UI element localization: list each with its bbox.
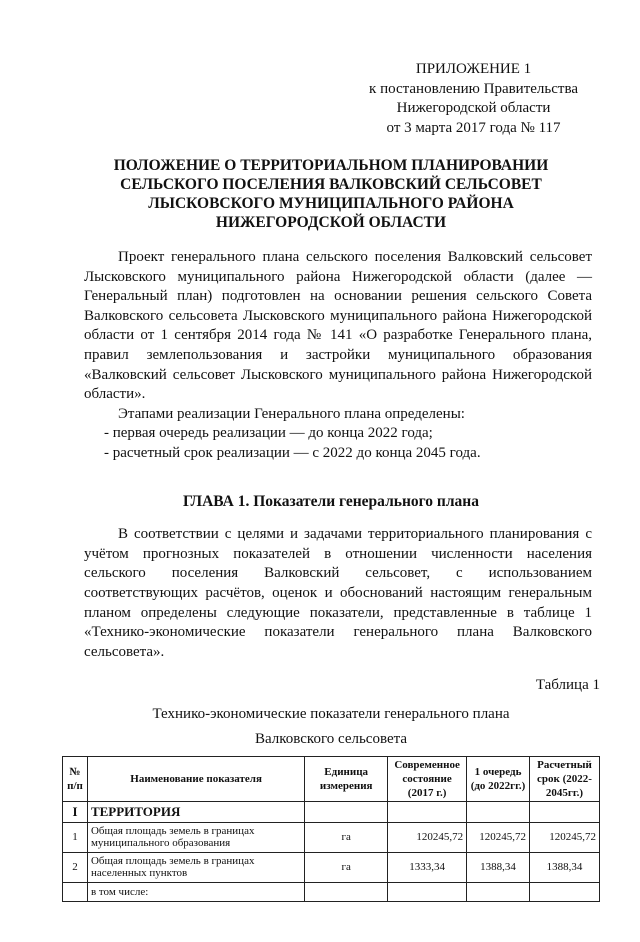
caption-line: Валковского сельсовета (254, 730, 408, 747)
appendix-block (369, 60, 578, 138)
stages-lead: Этапами реализации Генерального плана определены: (118, 405, 465, 422)
appendix-header (62, 60, 578, 138)
table-section-row (63, 801, 600, 822)
table-header-row (63, 756, 600, 801)
table-row (63, 822, 600, 852)
title-line: НИЖЕГОРОДСКОЙ ОБЛАСТИ (215, 214, 447, 231)
appendix-line: к постановлению Правительства (369, 80, 578, 97)
appendix-line: Нижегородской области (396, 100, 551, 116)
stage-item: - первая очередь реализации — до конца 2022 года; (104, 425, 433, 442)
row-final: 1388,34 (530, 852, 600, 882)
row-name: в том числе: (87, 882, 304, 901)
row-num: 2 (63, 852, 88, 882)
row-final (530, 882, 600, 901)
col-header-unit: Единица измерения (305, 756, 388, 801)
col-header-stage1: 1 очередь (до 2022гг.) (467, 756, 530, 801)
appendix-label: ПРИЛОЖЕНИЕ 1 (415, 61, 532, 77)
empty-cell (305, 801, 388, 822)
title-line: СЕЛЬСКОГО ПОСЕЛЕНИЯ ВАЛКОВСКИЙ СЕЛЬСОВЕТ (120, 176, 542, 193)
row-final: 120245,72 (530, 822, 600, 852)
table-row (63, 852, 600, 882)
col-header-num: № п/п (63, 756, 88, 801)
table-caption (62, 702, 600, 752)
stages-list (84, 405, 592, 464)
document-title (62, 156, 600, 232)
empty-cell (388, 801, 467, 822)
row-name: Общая площадь земель в границах муниципального образования (87, 822, 304, 852)
row-unit (305, 882, 388, 901)
row-stage1: 120245,72 (467, 822, 530, 852)
row-current (388, 882, 467, 901)
row-name: Общая площадь земель в границах населенных пунктов (87, 852, 304, 882)
empty-cell (530, 801, 600, 822)
caption-line: Технико-экономические показатели генерального плана (152, 705, 510, 722)
chapter-heading: ГЛАВА 1. Показатели генерального плана (183, 492, 479, 510)
col-header-current: Современное состояние (2017 г.) (388, 756, 467, 801)
table-row (63, 882, 600, 901)
row-unit: га (305, 822, 388, 852)
section-num: I (63, 801, 88, 822)
col-header-name: Наименование показателя (87, 756, 304, 801)
row-stage1: 1388,34 (467, 852, 530, 882)
row-stage1 (467, 882, 530, 901)
section-name: ТЕРРИТОРИЯ (87, 801, 304, 822)
table-label: Таблица 1 (535, 677, 600, 694)
title-line: ПОЛОЖЕНИЕ О ТЕРРИТОРИАЛЬНОМ ПЛАНИРОВАНИИ (113, 157, 549, 174)
row-unit: га (305, 852, 388, 882)
row-current: 1333,34 (388, 852, 467, 882)
chapter-paragraph: В соответствии с целями и задачами территориального планирования с учётом прогнозных показателей в отношении численности населения сельского поселения Валковский сельсовет, с использованием соответствующих расчётов, оценок и обоснований настоящим генеральным планом определены следующие показатели, представленные в таблице 1 «Технико-экономические показатели генерального плана Валковского сельсовета». (84, 526, 592, 660)
indicators-table (62, 756, 600, 902)
empty-cell (467, 801, 530, 822)
intro-paragraph: Проект генерального плана сельского поселения Валковский сельсовет Лысковского муниципального района Нижегородской области (далее — Генеральный план) подготовлен на основании решения сельского Совета Валковского сельсовета Лысковского муниципального района Нижегородской области от 1 сентября 2014 года № 141 «О разработке Генерального плана, правил землепользования и застройки муниципального образования «Валковский сельсовет Лысковского муниципального района Нижегородской области». (84, 249, 592, 403)
row-current: 120245,72 (388, 822, 467, 852)
appendix-line: от 3 марта 2017 года № 117 (386, 119, 561, 136)
col-header-final: Расчетный срок (2022-2045гг.) (530, 756, 600, 801)
stage-item: - расчетный срок реализации — с 2022 до конца 2045 года. (104, 444, 481, 461)
row-num (63, 882, 88, 901)
title-line: ЛЫСКОВСКОГО МУНИЦИПАЛЬНОГО РАЙОНА (148, 195, 514, 212)
row-num: 1 (63, 822, 88, 852)
